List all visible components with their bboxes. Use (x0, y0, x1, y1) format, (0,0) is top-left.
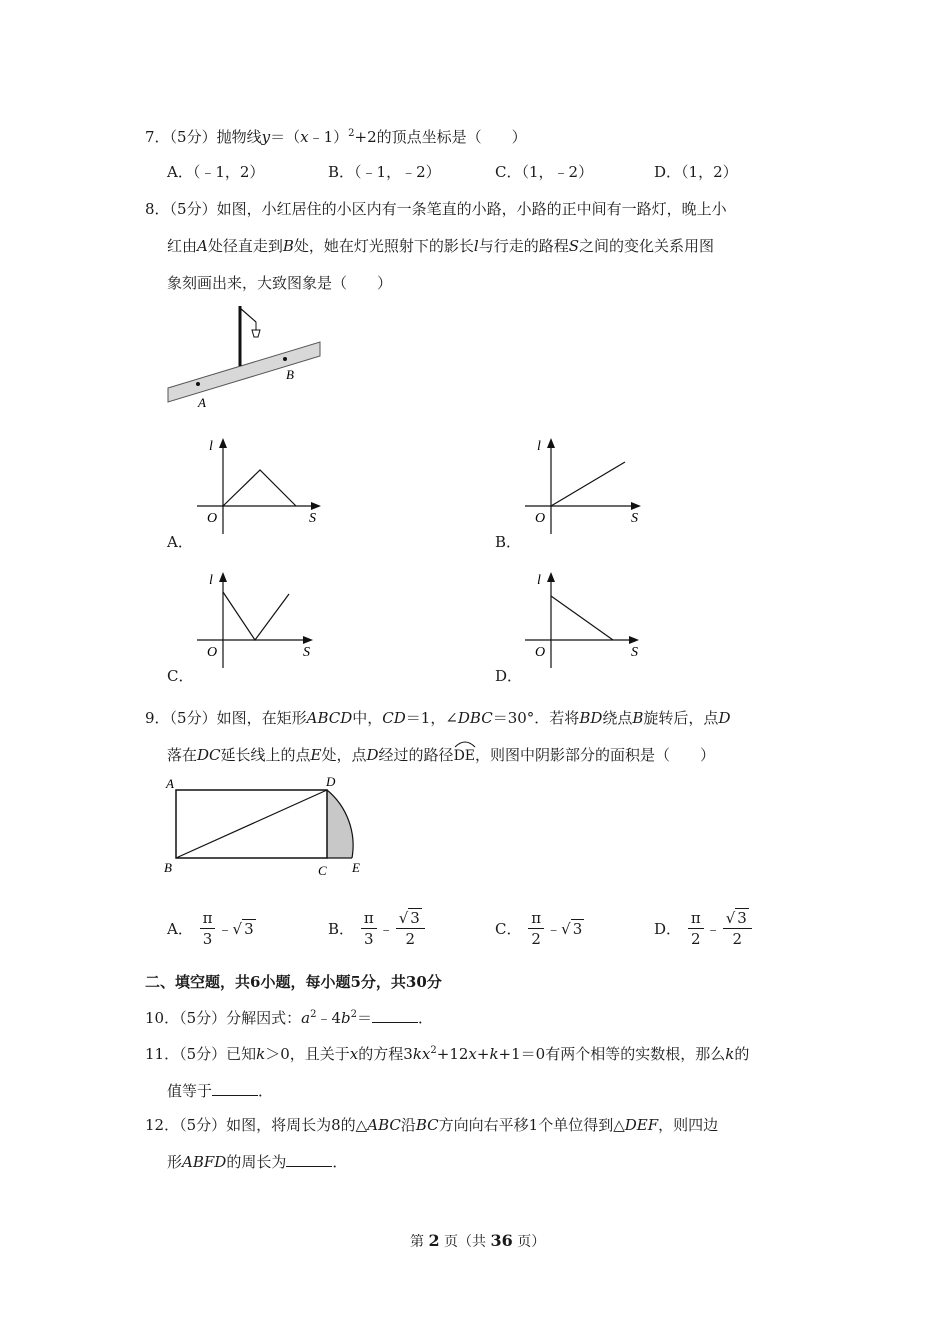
q8-var: B (282, 237, 294, 255)
q9-var: D (366, 746, 379, 764)
svg-text:D: D (326, 774, 336, 789)
q8-option-b: B． (495, 533, 522, 551)
point-a (196, 382, 200, 386)
road (168, 342, 320, 402)
diagonal-bd (176, 790, 327, 858)
graph-line (551, 462, 625, 506)
q9-line2 (167, 744, 715, 765)
q8-text: 红由 (167, 237, 198, 255)
q9-number: 9． (145, 709, 170, 727)
label-a: A (198, 395, 206, 410)
svg-text:S: S (309, 511, 316, 526)
q8-text: 之间的变化关系用图 (579, 237, 715, 255)
q8-score: （5分） (169, 200, 217, 218)
q7-var-x: x (300, 128, 309, 146)
answer-blank[interactable] (372, 1008, 418, 1023)
point-b (283, 357, 287, 361)
q8-graph-b (523, 436, 663, 536)
q9-var: D (718, 709, 731, 727)
lamp-arm (240, 308, 256, 322)
svg-text:C: C (318, 863, 327, 878)
q8-number: 8． (145, 200, 170, 218)
q7-text: 抛物线 (216, 128, 262, 146)
q10-text: 分解因式： (226, 1009, 302, 1027)
q7-text: ＝（ (270, 128, 301, 146)
svg-text:B: B (164, 860, 172, 875)
q9-text: 旋转后，点 (643, 709, 719, 727)
q9-text: 落在 (167, 746, 198, 764)
q7-exponent: 2 (348, 128, 355, 139)
q9-var: E (310, 746, 322, 764)
q11-score: （5分） (179, 1045, 227, 1063)
svg-text:A: A (166, 776, 174, 791)
q11-number: 11． (145, 1045, 180, 1063)
q9-text: 延长线上的点 (220, 746, 311, 764)
q8-text: 与行走的路程 (478, 237, 569, 255)
q7-score: （5分） (169, 128, 217, 146)
q8-road-figure (160, 300, 330, 412)
frac-num: π (200, 908, 216, 929)
sqrt: √ 3 (232, 919, 254, 938)
q8-graph-d (523, 570, 663, 670)
q8-graph-c (195, 570, 335, 670)
frac-den: 2 (531, 930, 541, 948)
svg-text:O: O (535, 645, 546, 660)
svg-text:O: O (207, 511, 218, 526)
q11-text: ＞0，且关于 (265, 1045, 350, 1063)
frac-den: 2 (732, 930, 743, 948)
radicand: 3 (572, 919, 583, 938)
q9-text: 如图，在矩形 (216, 709, 307, 727)
q11-text: 值等于 (167, 1082, 213, 1100)
q9-text: ＝30°．若将 (492, 709, 580, 727)
q9-arc-de (454, 746, 475, 764)
option-letter: A． (167, 920, 193, 938)
minus: ﹣ (378, 920, 394, 938)
q9-var: DBC (457, 709, 493, 727)
q12-score: （5分） (179, 1116, 227, 1134)
option-letter: D． (654, 920, 682, 938)
graph-line (551, 596, 613, 640)
minus: ﹣ (217, 920, 233, 938)
page-total: 36 (490, 1231, 513, 1250)
q10-exponent: 2 (350, 1009, 358, 1020)
page-footer (410, 1231, 545, 1251)
radicand: 3 (244, 919, 254, 938)
q11-line2 (167, 1080, 273, 1101)
q8-text: 处，她在灯光照射下的影长 (293, 237, 474, 255)
svg-text:E: E (352, 860, 360, 875)
graph-line (223, 592, 289, 640)
q11-text: + (476, 1045, 490, 1063)
svg-text:O: O (535, 511, 546, 526)
fraction (200, 908, 216, 949)
q9-var: ABCD (306, 709, 353, 727)
radicand: 3 (737, 909, 747, 927)
q7-option-d: D．（1，2） (654, 163, 738, 181)
q9-var: CD (382, 709, 406, 727)
q12-text: ． (332, 1153, 348, 1171)
q10-exponent: 2 (310, 1009, 317, 1020)
q9-var: BD (579, 709, 603, 727)
q9-var: DC (197, 746, 221, 764)
q8-text: 如图，小红居住的小区内有一条笔直的小路，小路的正中间有一路灯，晚上小 (216, 200, 727, 218)
q8-line3: 象刻画出来，大致图象是（ ） (167, 274, 393, 292)
minus: ﹣ (546, 920, 562, 938)
footer-text: 页） (512, 1234, 546, 1250)
q9-text: ＝1，∠ (405, 709, 458, 727)
q9-text: 绕点 (602, 709, 633, 727)
q9-text: 经过的路径 (378, 746, 454, 764)
q11-var: k (725, 1045, 735, 1063)
q7-option-a: A．（﹣1，2） (167, 163, 265, 181)
section-title: 二、填空题，共6小题，每小题5分，共30分 (145, 973, 442, 991)
q12-text: 的周长为 (226, 1153, 287, 1171)
option-letter: B． (328, 920, 355, 938)
lamp-icon (252, 330, 260, 337)
fraction (528, 908, 544, 949)
frac-den: 3 (363, 930, 374, 948)
q12-text: 如图，将周长为8的△ (226, 1116, 368, 1134)
q11-var: x (468, 1045, 477, 1063)
q11-text: 已知 (226, 1045, 257, 1063)
svg-text:l: l (537, 439, 541, 454)
fraction (723, 908, 752, 949)
q12-line2 (167, 1151, 347, 1172)
q12-text: 方向向右平移1个单位得到△ (438, 1116, 625, 1134)
frac-num: π (688, 908, 704, 929)
q11-text: +12 (436, 1045, 469, 1063)
q7-number: 7． (145, 128, 170, 146)
q9-text: 处，点 (321, 746, 367, 764)
frac-den: 2 (690, 930, 701, 948)
q11-text: 的方程3 (358, 1045, 413, 1063)
q10-number: 10． (145, 1009, 180, 1027)
q9-option-b (328, 908, 427, 949)
q10-text: ﹣4 (316, 1009, 342, 1027)
svg-text:l: l (209, 573, 213, 588)
q11-var: k (256, 1045, 266, 1063)
q8-option-d: D． (495, 667, 523, 685)
fraction (361, 908, 377, 949)
q11-var: x (349, 1045, 359, 1063)
svg-text:l: l (209, 439, 213, 454)
svg-text:S: S (631, 645, 638, 660)
q11-text: 的 (734, 1045, 750, 1063)
svg-text:O: O (207, 645, 218, 660)
q10-var: b (341, 1009, 351, 1027)
q7-var-y: y (261, 128, 271, 146)
q12-text: ，则四边 (658, 1116, 719, 1134)
footer-text: 第 (410, 1234, 429, 1250)
q12-var: DEF (624, 1116, 659, 1134)
q8-option-a: A． (167, 533, 193, 551)
q9-score: （5分） (169, 709, 217, 727)
q12-line1 (145, 1114, 718, 1135)
q8-text: 处径直走到 (207, 237, 283, 255)
q9-text: ，则图中阴影部分的面积是（ ） (475, 746, 716, 764)
q8-line1 (145, 198, 727, 219)
sqrt: √ 3 (398, 909, 420, 927)
graph-line (223, 470, 296, 506)
fraction (396, 908, 425, 949)
answer-blank[interactable] (286, 1152, 332, 1167)
frac-den: 3 (202, 930, 213, 948)
q12-text: 沿 (400, 1116, 416, 1134)
q9-rectangle-figure (160, 772, 370, 880)
sqrt: √ 3 (561, 919, 583, 938)
q7-text: ﹣1） (308, 128, 349, 146)
answer-blank[interactable] (212, 1081, 258, 1096)
q10-score: （5分） (179, 1009, 227, 1027)
svg-text:S: S (303, 645, 310, 660)
sqrt: √ 3 (725, 909, 747, 927)
q7-option-c: C．（1，﹣2） (495, 163, 594, 181)
q8-line2 (167, 235, 714, 256)
q11-line1 (145, 1043, 749, 1064)
frac-num: π (528, 908, 544, 929)
q9-var: B (632, 709, 644, 727)
option-letter: C． (495, 920, 522, 938)
q12-var: BC (415, 1116, 439, 1134)
q11-text: ． (258, 1082, 274, 1100)
q12-number: 12． (145, 1116, 180, 1134)
q11-var: k (489, 1045, 499, 1063)
q12-var: ABFD (182, 1153, 227, 1171)
q8-var: A (197, 237, 208, 255)
q8-var: S (568, 237, 580, 255)
q9-line1 (145, 707, 730, 728)
minus: ﹣ (705, 920, 721, 938)
frac-num: π (361, 908, 377, 929)
q8-graph-a (195, 436, 335, 536)
q9-text: 中， (352, 709, 383, 727)
q8-var: l (473, 237, 479, 255)
q10 (145, 1007, 433, 1028)
fraction (688, 908, 704, 949)
q9-option-d (654, 908, 754, 949)
q11-text: +1＝0有两个相等的实数根，那么 (498, 1045, 726, 1063)
q11-var: kx (412, 1045, 431, 1063)
page-number: 2 (428, 1231, 440, 1250)
label-b: B (286, 367, 294, 382)
q7-stem (145, 126, 527, 147)
q11-exponent: 2 (430, 1045, 437, 1056)
footer-text: 页（共 (439, 1234, 491, 1250)
shaded-region (327, 790, 353, 858)
q12-var: ABC (367, 1116, 401, 1134)
q9-option-c (495, 908, 584, 949)
q9-arc-label: DE (453, 748, 476, 764)
q7-option-b: B．（﹣1，﹣2） (328, 163, 441, 181)
q10-var: a (301, 1009, 311, 1027)
q12-text: 形 (167, 1153, 183, 1171)
q8-option-c: C． (167, 667, 194, 685)
svg-text:l: l (537, 573, 541, 588)
q9-option-a (167, 908, 256, 949)
radicand: 3 (410, 909, 420, 927)
svg-text:S: S (631, 511, 638, 526)
q10-text: ． (418, 1009, 434, 1027)
q10-text: ＝ (357, 1009, 373, 1027)
q7-text: +2的顶点坐标是（ ） (354, 128, 527, 146)
frac-den: 2 (405, 930, 416, 948)
